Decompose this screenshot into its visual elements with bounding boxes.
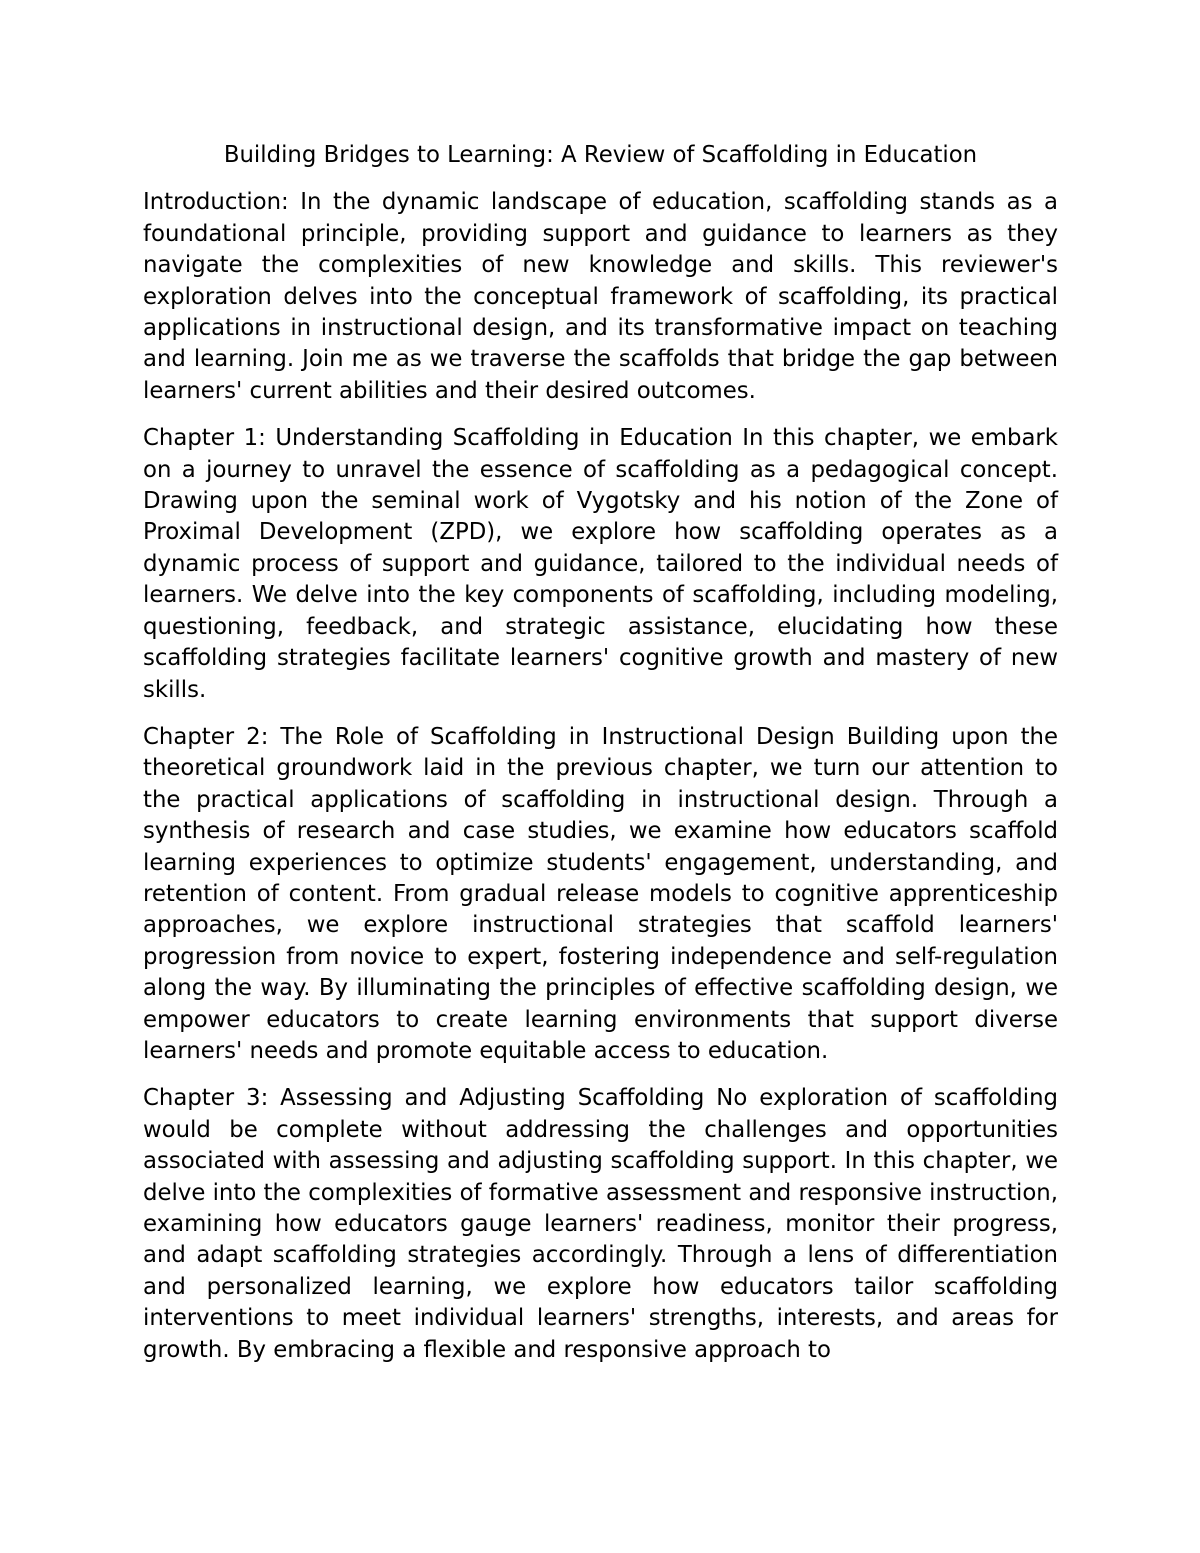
paragraph-chapter-1: Chapter 1: Understanding Scaffolding in Education In this chapter, we embark on a journey to unravel the essence of scaffolding as a pedagogical concept. Drawing upon the seminal work of Vygotsky and his notion of the Zone of Proximal Development (ZPD), we explore how scaffolding operates as a dynamic process of support and guidance, tailored to the individual needs of learners. We delve into the key components of scaffolding, including modeling, questioning, feedback, and strategic assistance, elucidating how these scaffolding strategies facilitate learners' cognitive growth and mastery of new skills.: [143, 425, 1058, 703]
paragraph-chapter-2: Chapter 2: The Role of Scaffolding in Instructional Design Building upon the theoretical groundwork laid in the previous chapter, we turn our attention to the practical applications of scaffolding in instructional design. Through a synthesis of research and case studies, we examine how educators scaffold learning experiences to optimize students' engagement, understanding, and retention of content. From gradual release models to cognitive apprenticeship approaches, we explore instructional strategies that scaffold learners' progression from novice to expert, fostering independence and self-regulation along the way. By illuminating the principles of effective scaffolding design, we empower educators to create learning environments that support diverse learners' needs and promote equitable access to education.: [143, 723, 1058, 1064]
document-title: Building Bridges to Learning: A Review of Scaffolding in Education: [223, 142, 978, 168]
document-body: [143, 140, 1058, 1382]
paragraph-chapter-3: Chapter 3: Assessing and Adjusting Scaffolding No exploration of scaffolding would be complete without addressing the challenges and opportunities associated with assessing and adjusting scaffolding support. In this chapter, we delve into the complexities of formative assessment and responsive instruction, examining how educators gauge learners' readiness, monitor their progress, and adapt scaffolding strategies accordingly. Through a lens of differentiation and personalized learning, we explore how educators tailor scaffolding interventions to meet individual learners' strengths, interests, and areas for growth. By embracing a flexible and responsive approach to: [143, 1085, 1058, 1363]
paragraph-introduction: Introduction: In the dynamic landscape of education, scaffolding stands as a foundational principle, providing support and guidance to learners as they navigate the complexities of new knowledge and skills. This reviewer's exploration delves into the conceptual framework of scaffolding, its practical applications in instructional design, and its transformative impact on teaching and learning. Join me as we traverse the scaffolds that bridge the gap between learners' current abilities and their desired outcomes.: [143, 189, 1058, 404]
